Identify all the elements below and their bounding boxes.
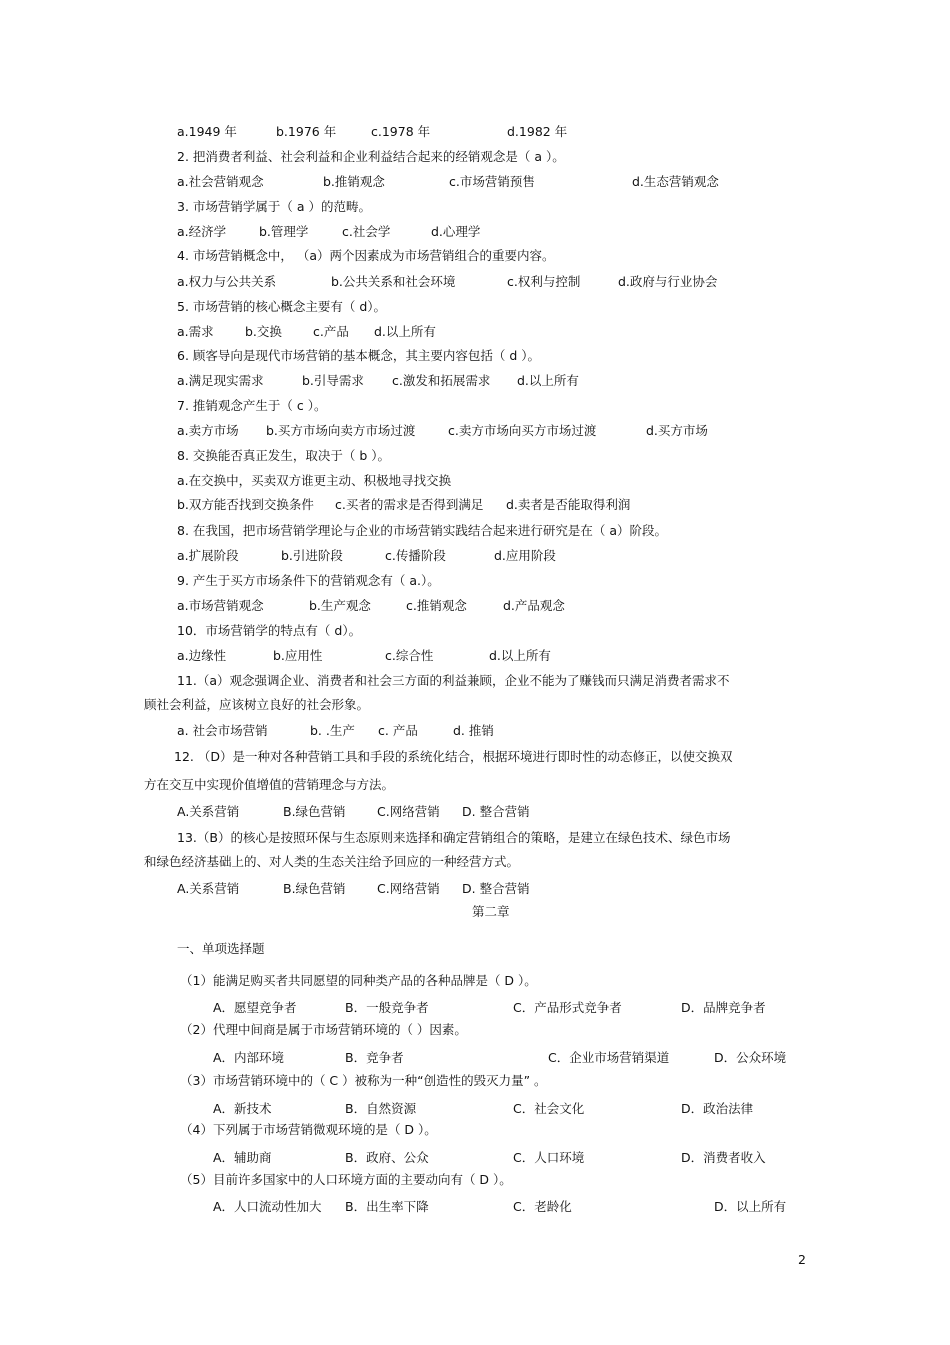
option-c: c.综合性 bbox=[385, 648, 434, 663]
question-text: 5. 市场营销的核心概念主要有（ d）。 bbox=[177, 299, 387, 314]
question-text: （4）下列属于市场营销微观环境的是（ D ）。 bbox=[180, 1122, 437, 1137]
option-d: D．品牌竞争者 bbox=[681, 1000, 766, 1015]
option-b: B．一般竞争者 bbox=[345, 1000, 429, 1015]
question-text-continued: 和绿色经济基础上的、对人类的生态关注给予回应的一种经营方式。 bbox=[144, 854, 520, 869]
option-b: B．自然资源 bbox=[345, 1101, 417, 1116]
option-c: C．产品形式竞争者 bbox=[513, 1000, 622, 1015]
question-text: 6. 顾客导向是现代市场营销的基本概念，其主要内容包括（ d ）。 bbox=[177, 348, 541, 363]
option-d: D．以上所有 bbox=[714, 1199, 787, 1214]
question-text: 10．市场营销学的特点有（ d）。 bbox=[177, 623, 362, 638]
option-c: c.1978 年 bbox=[371, 124, 431, 139]
option-d: d.卖者是否能取得利润 bbox=[506, 497, 631, 512]
option-a: a.卖方市场 bbox=[177, 423, 239, 438]
question-text: 3. 市场营销学属于（ a ）的范畴。 bbox=[177, 199, 372, 214]
option-b: b.应用性 bbox=[273, 648, 323, 663]
option-d: D. 整合营销 bbox=[462, 804, 530, 819]
option-c: c.传播阶段 bbox=[385, 548, 446, 563]
question-text: 13.（B）的核心是按照环保与生态原则来选择和确定营销组合的策略，是建立在绿色技术、绿色市场 bbox=[177, 830, 731, 845]
question-text: 9. 产生于买方市场条件下的营销观念有（ a.）。 bbox=[177, 573, 440, 588]
option-a: a.满足现实需求 bbox=[177, 373, 264, 388]
option-d: d.政府与行业协会 bbox=[618, 274, 718, 289]
option-a: a.社会营销观念 bbox=[177, 174, 264, 189]
option-a: A．内部环境 bbox=[213, 1050, 285, 1065]
option-d: d.1982 年 bbox=[507, 124, 568, 139]
option-d: D．政治法律 bbox=[681, 1101, 754, 1116]
option-b: b.交换 bbox=[245, 324, 282, 339]
section-heading: 一、单项选择题 bbox=[177, 941, 265, 956]
option-d: D．公众环境 bbox=[714, 1050, 787, 1065]
option-a: a.权力与公共关系 bbox=[177, 274, 277, 289]
question-text: 11.（a）观念强调企业、消费者和社会三方面的利益兼顾，企业不能为了赚钱而只满足消费者需求不 bbox=[177, 673, 730, 688]
option-c: c.激发和拓展需求 bbox=[392, 373, 491, 388]
option-b: B．出生率下降 bbox=[345, 1199, 429, 1214]
question-text: 2. 把消费者利益、社会利益和企业利益结合起来的经销观念是（ a ）。 bbox=[177, 149, 565, 164]
option-d: d.应用阶段 bbox=[494, 548, 556, 563]
option-a: a.经济学 bbox=[177, 224, 227, 239]
question-text: 7. 推销观念产生于（ c ）。 bbox=[177, 398, 327, 413]
option-b: b.买方市场向卖方市场过渡 bbox=[266, 423, 416, 438]
question-text: 8. 在我国，把市场营销学理论与企业的市场营销实践结合起来进行研究是在（ a）阶段。 bbox=[177, 523, 668, 538]
option-b: B.绿色营销 bbox=[283, 804, 346, 819]
option-c: c.市场营销预售 bbox=[449, 174, 535, 189]
option-a: a.需求 bbox=[177, 324, 214, 339]
option-d: d.以上所有 bbox=[489, 648, 551, 663]
option-a: a. 社会市场营销 bbox=[177, 723, 268, 738]
option-a: a.边缘性 bbox=[177, 648, 227, 663]
option-d: d.产品观念 bbox=[503, 598, 565, 613]
option-b: b.引导需求 bbox=[302, 373, 364, 388]
option-d: d.生态营销观念 bbox=[632, 174, 719, 189]
option-c: C.网络营销 bbox=[377, 881, 440, 896]
option-d: D. 整合营销 bbox=[462, 881, 530, 896]
option-c: C．社会文化 bbox=[513, 1101, 585, 1116]
option-c: c.社会学 bbox=[342, 224, 391, 239]
option-c: C.网络营销 bbox=[377, 804, 440, 819]
option-a: A．人口流动性加大 bbox=[213, 1199, 322, 1214]
option-d: d.以上所有 bbox=[517, 373, 579, 388]
option-c: c. 产品 bbox=[378, 723, 418, 738]
option-c: c.买者的需求是否得到满足 bbox=[335, 497, 484, 512]
option-d: d.心理学 bbox=[431, 224, 481, 239]
option-a: a.扩展阶段 bbox=[177, 548, 239, 563]
option-c: c.推销观念 bbox=[406, 598, 467, 613]
option-d: d.买方市场 bbox=[646, 423, 708, 438]
option-d: d. 推销 bbox=[453, 723, 494, 738]
option-a: A.关系营销 bbox=[177, 881, 240, 896]
option-b: b. .生产 bbox=[310, 723, 355, 738]
option-b: b.公共关系和社会环境 bbox=[331, 274, 456, 289]
question-text: （2）代理中间商是属于市场营销环境的（ ）因素。 bbox=[180, 1022, 467, 1037]
question-text: （5）目前许多国家中的人口环境方面的主要动向有（ D ）。 bbox=[180, 1172, 512, 1187]
question-text: （1）能满足购买者共同愿望的同种类产品的各种品牌是（ D ）。 bbox=[180, 973, 537, 988]
option-b: b.管理学 bbox=[259, 224, 309, 239]
chapter-heading: 第二章 bbox=[472, 904, 510, 919]
option-a: A．新技术 bbox=[213, 1101, 272, 1116]
question-text-continued: 顾社会利益，应该树立良好的社会形象。 bbox=[144, 697, 370, 712]
option-b: B.绿色营销 bbox=[283, 881, 346, 896]
option-b: b.引进阶段 bbox=[281, 548, 343, 563]
option-b: b.双方能否找到交换条件 bbox=[177, 497, 314, 512]
option-b: B．政府、公众 bbox=[345, 1150, 429, 1165]
option-d: D．消费者收入 bbox=[681, 1150, 766, 1165]
option-a: A．辅助商 bbox=[213, 1150, 272, 1165]
option-c: C．人口环境 bbox=[513, 1150, 585, 1165]
option-a: a.1949 年 bbox=[177, 124, 237, 139]
page-number: 2 bbox=[798, 1252, 806, 1267]
option-a: A.关系营销 bbox=[177, 804, 240, 819]
option-c: C．企业市场营销渠道 bbox=[548, 1050, 670, 1065]
option-b: b.1976 年 bbox=[276, 124, 337, 139]
option-a: a.在交换中，买卖双方谁更主动、积极地寻找交换 bbox=[177, 473, 452, 488]
option-c: c.卖方市场向买方市场过渡 bbox=[448, 423, 597, 438]
option-b: b.生产观念 bbox=[309, 598, 371, 613]
option-b: B．竞争者 bbox=[345, 1050, 404, 1065]
option-b: b.推销观念 bbox=[323, 174, 385, 189]
question-text: 4. 市场营销概念中， （a）两个因素成为市场营销组合的重要内容。 bbox=[177, 248, 555, 263]
option-a: a.市场营销观念 bbox=[177, 598, 264, 613]
question-text: 12. （D）是一种对各种营销工具和手段的系统化结合，根据环境进行即时性的动态修正，以使交换双 bbox=[174, 749, 733, 764]
option-c: c.权利与控制 bbox=[507, 274, 581, 289]
question-text-continued: 方在交互中实现价值增值的营销理念与方法。 bbox=[144, 777, 395, 792]
option-c: C．老龄化 bbox=[513, 1199, 572, 1214]
option-d: d.以上所有 bbox=[374, 324, 436, 339]
option-a: A．愿望竞争者 bbox=[213, 1000, 297, 1015]
question-text: 8. 交换能否真正发生，取决于（ b ）。 bbox=[177, 448, 391, 463]
question-text: （3）市场营销环境中的（ C ）被称为一种“创造性的毁灭力量” 。 bbox=[180, 1073, 547, 1088]
option-c: c.产品 bbox=[313, 324, 349, 339]
